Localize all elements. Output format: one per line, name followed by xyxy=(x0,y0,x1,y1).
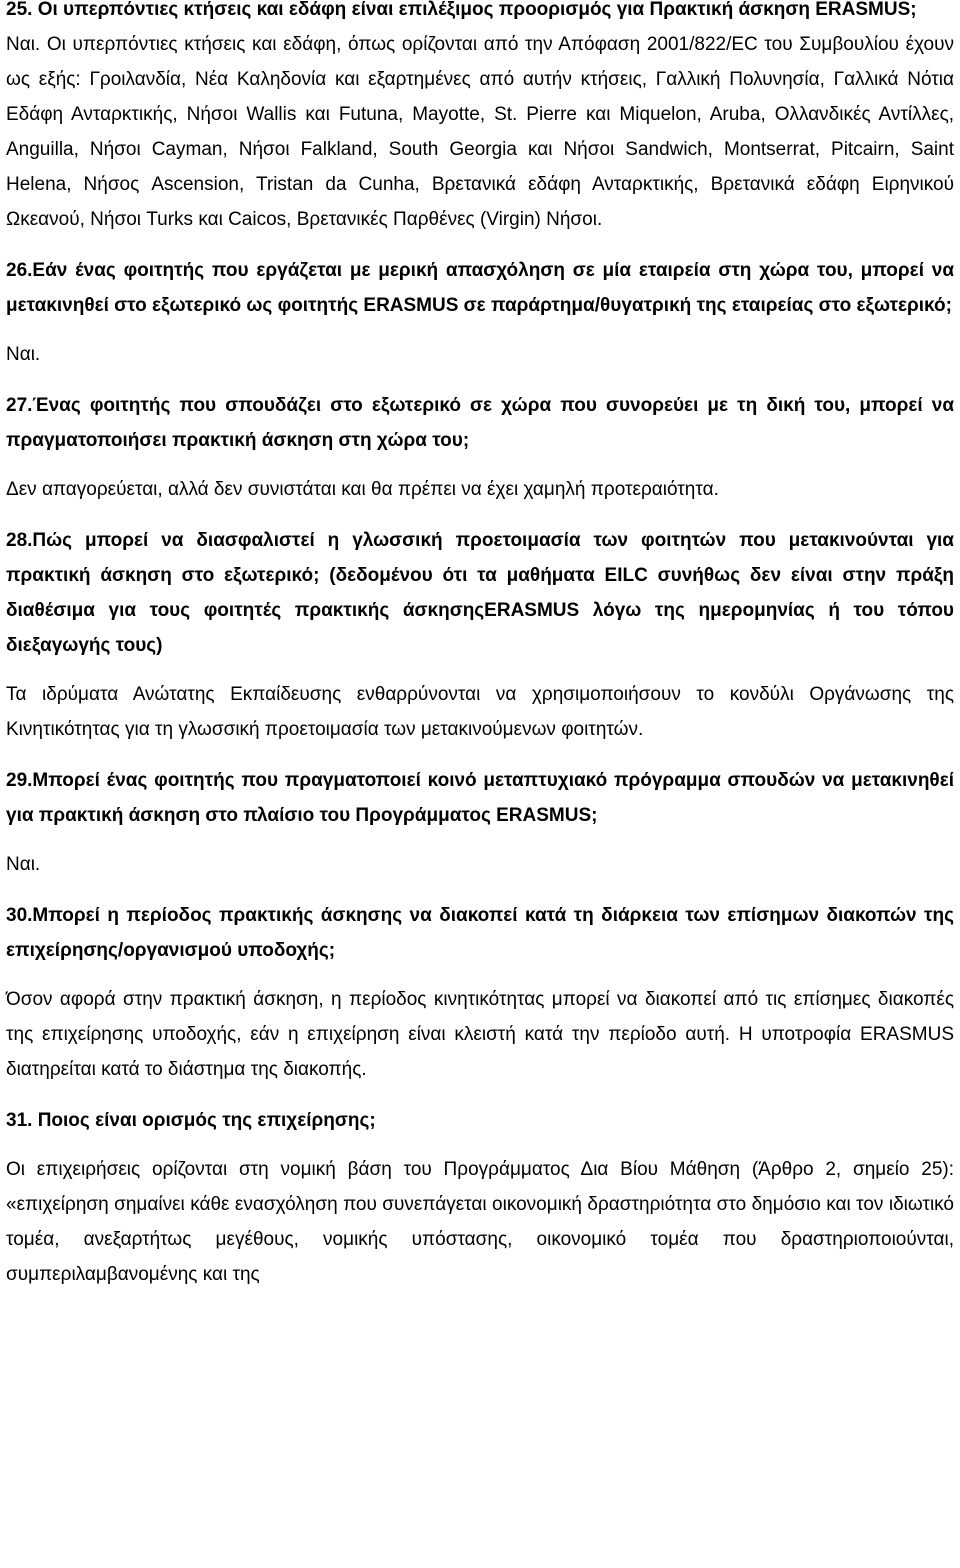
faq-question-31: 31. Ποιος είναι ορισμός της επιχείρησης; xyxy=(6,1110,376,1131)
faq-question-26: 26.Εάν ένας φοιτητής που εργάζεται με μερική απασχόληση σε μία εταιρεία στη χώρα του, μπορεί να μετακινηθεί στο εξωτερικό ως φοιτητής ERASMUS σε παράρτημα/θυγατρική της εταιρείας στο εξωτερικό; xyxy=(6,260,954,316)
faq-answer-26: Ναι. xyxy=(6,344,41,365)
faq-answer-30: Όσον αφορά στην πρακτική άσκηση, η περίοδος κινητικότητας μπορεί να διακοπεί από τις επίσημες διακοπές της επιχείρησης υποδοχής, εάν η επιχείρηση είναι κλειστή κατά την περίοδο αυτή. Η υποτροφία ERASMUS διατηρείται κατά το διάστημα της διακοπής. xyxy=(6,989,954,1080)
faq-question-29: 29.Μπορεί ένας φοιτητής που πραγματοποιεί κοινό μεταπτυχιακό πρόγραμμα σπουδών να μετακινηθεί για πρακτική άσκηση στο πλαίσιο του Προγράμματος ERASMUS; xyxy=(6,770,954,826)
faq-question-27: 27.Ένας φοιτητής που σπουδάζει στο εξωτερικό σε χώρα που συνορεύει με τη δική του, μπορεί να πραγματοποιήσει πρακτική άσκηση στη χώρα του; xyxy=(6,395,954,451)
faq-answer-31: Οι επιχειρήσεις ορίζονται στη νομική βάση του Προγράμματος Δια Βίου Μάθηση (Άρθρο 2, σημείο 25): «επιχείρηση σημαίνει κάθε ενασχόληση που συνεπάγεται οικονομική δραστηριότητα στο δημόσιο και τον ιδιωτικό τομέα, ανεξαρτήτως μεγέθους, νομικής υπόστασης, οικονομικό τομέα που δραστηριοποιούνται, συμπεριλαμβανομένης και της xyxy=(6,1159,954,1285)
faq-answer-25: Ναι. Οι υπερπόντιες κτήσεις και εδάφη, όπως ορίζονται από την Απόφαση 2001/822/EC του Συμβουλίου έχουν ως εξής: Γροιλανδία, Νέα Καληδονία και εξαρτημένες από αυτήν κτήσεις, Γαλλική Πολυνησία, Γαλλικά Νότια Εδάφη Ανταρκτικής, Νήσοι Wallis και Futuna, Mayotte, St. Pierre και Miquelon, Aruba, Ολλανδικές Αντίλλες, Anguilla, Νήσοι Cayman, Νήσοι Falkland, South Georgia και Νήσοι Sandwich, Montserrat, Pitcairn, Saint Helena, Νήσος Ascension, Tristan da Cunha, Βρετανικά εδάφη Ανταρκτικής, Βρετανικά εδάφη Ειρηνικού Ωκεανού, Νήσοι Turks και Caicos, Βρετανικές Παρθένες (Virgin) Νήσοι. xyxy=(6,34,954,230)
faq-answer-27: Δεν απαγορεύεται, αλλά δεν συνιστάται και θα πρέπει να έχει χαμηλή προτεραιότητα. xyxy=(6,479,719,500)
faq-question-30: 30.Μπορεί η περίοδος πρακτικής άσκησης να διακοπεί κατά τη διάρκεια των επίσημων διακοπών της επιχείρησης/οργανισμού υποδοχής; xyxy=(6,905,954,961)
faq-question-25: 25. Οι υπερπόντιες κτήσεις και εδάφη είναι επιλέξιμος προορισμός για Πρακτική άσκηση ERASMUS; xyxy=(6,0,917,20)
faq-answer-28: Τα ιδρύματα Ανώτατης Εκπαίδευσης ενθαρρύνονται να χρησιμοποιήσουν το κονδύλι Οργάνωσης της Κινητικότητας για τη γλωσσική προετοιμασία των μετακινούμενων φοιτητών. xyxy=(6,684,954,740)
faq-answer-29: Ναι. xyxy=(6,854,41,875)
faq-question-28: 28.Πώς μπορεί να διασφαλιστεί η γλωσσική προετοιμασία των φοιτητών που μετακινούνται για πρακτική άσκηση στο εξωτερικό; (δεδομένου ότι τα μαθήματα EILC συνήθως δεν είναι στην πράξη διαθέσιμα για τους φοιτητές πρακτικής άσκησηςERASMUS λόγω της ημερομηνίας ή του τόπου διεξαγωγής τους) xyxy=(6,530,954,656)
